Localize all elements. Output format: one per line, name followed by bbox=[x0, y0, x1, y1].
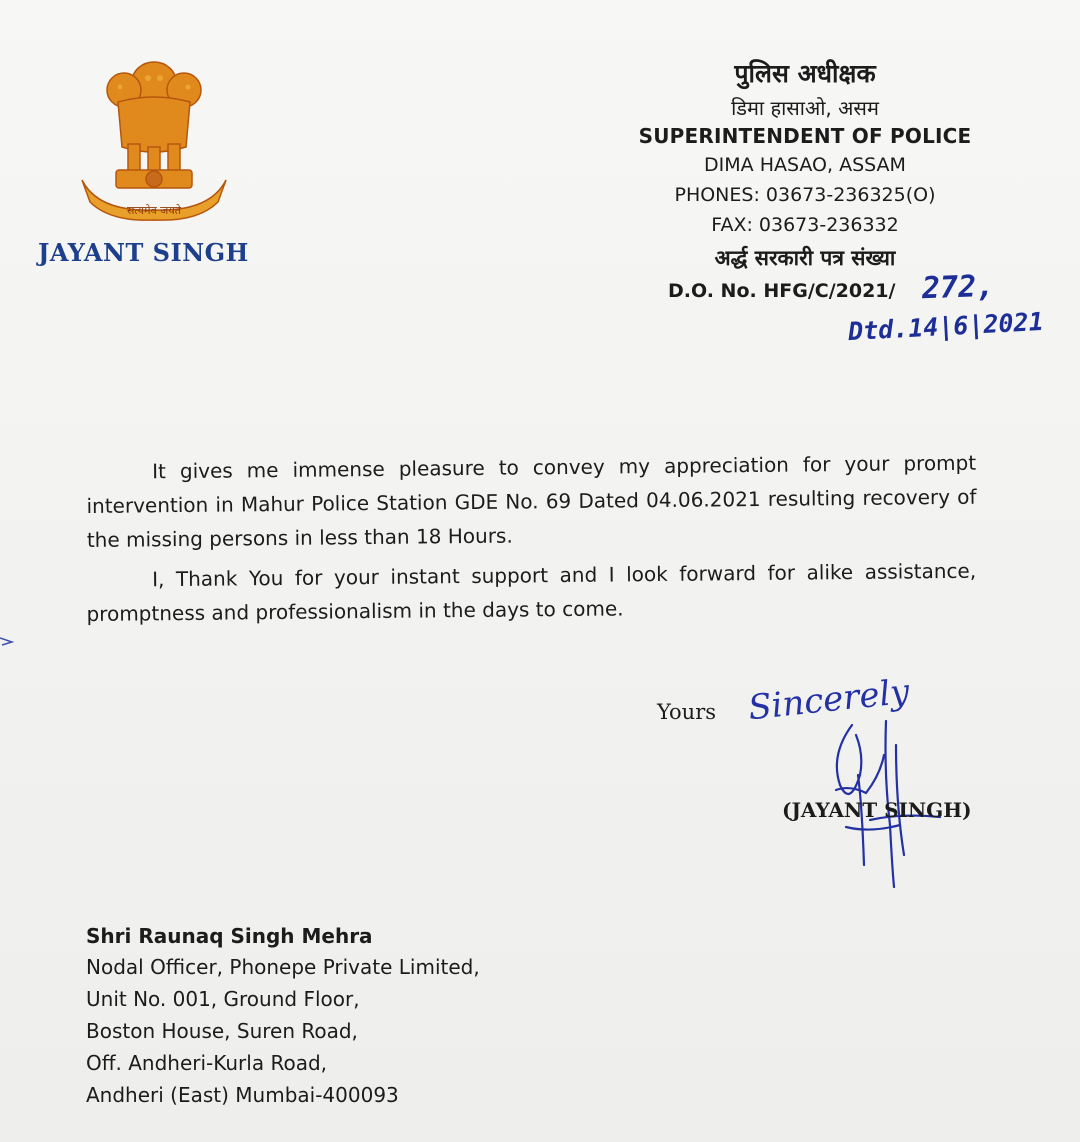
letterhead-place: DIMA HASAO, ASSAM bbox=[704, 154, 906, 176]
state-emblem-icon bbox=[78, 52, 230, 227]
letterhead-phone: PHONES: 03673-236325(O) bbox=[674, 184, 936, 206]
date-handwritten: Dtd.14|6|2021 bbox=[847, 306, 1045, 347]
sender-name: JAYANT SINGH bbox=[38, 238, 249, 267]
addressee-line: Nodal Officer, Phonepe Private Limited, bbox=[86, 955, 480, 979]
do-label-hindi: अर्द्ध सरकारी पत्र संख्या bbox=[714, 246, 896, 270]
signer-name: (JAYANT SINGH) bbox=[782, 798, 972, 822]
addressee-name: Shri Raunaq Singh Mehra bbox=[86, 924, 373, 948]
letterhead-title-hindi: पुलिस अधीक्षक bbox=[734, 59, 876, 88]
addressee-line: Unit No. 001, Ground Floor, bbox=[86, 987, 360, 1011]
body-paragraph-2: I, Thank You for your instant support and I look forward for alike assistance, promptness and professionalism in the days to come. bbox=[86, 558, 977, 626]
do-number-label: D.O. No. HFG/C/2021/ bbox=[668, 280, 896, 302]
emblem-motto: सत्यमेव जयते bbox=[126, 204, 182, 217]
letterhead-title: SUPERINTENDENT OF POLICE bbox=[638, 124, 972, 148]
addressee-line: Andheri (East) Mumbai-400093 bbox=[86, 1083, 399, 1107]
ink-mark-icon bbox=[0, 636, 14, 646]
closing-handwritten: Sincerely bbox=[746, 671, 912, 729]
addressee-line: Boston House, Suren Road, bbox=[86, 1019, 358, 1043]
do-number-handwritten: 272, bbox=[921, 268, 995, 307]
closing-printed: Yours bbox=[657, 700, 717, 724]
letterhead-fax: FAX: 03673-236332 bbox=[711, 214, 899, 236]
letterhead-place-hindi: डिमा हासाओ, असम bbox=[731, 96, 879, 120]
addressee-line: Off. Andheri-Kurla Road, bbox=[86, 1051, 327, 1075]
body-paragraph-1: It gives me immense pleasure to convey my appreciation for your prompt intervention in Mahur Police Station GDE No. 69 Dated 04.06.2021 resulting recovery of the missing persons in less than 18 Hours. bbox=[86, 450, 977, 552]
